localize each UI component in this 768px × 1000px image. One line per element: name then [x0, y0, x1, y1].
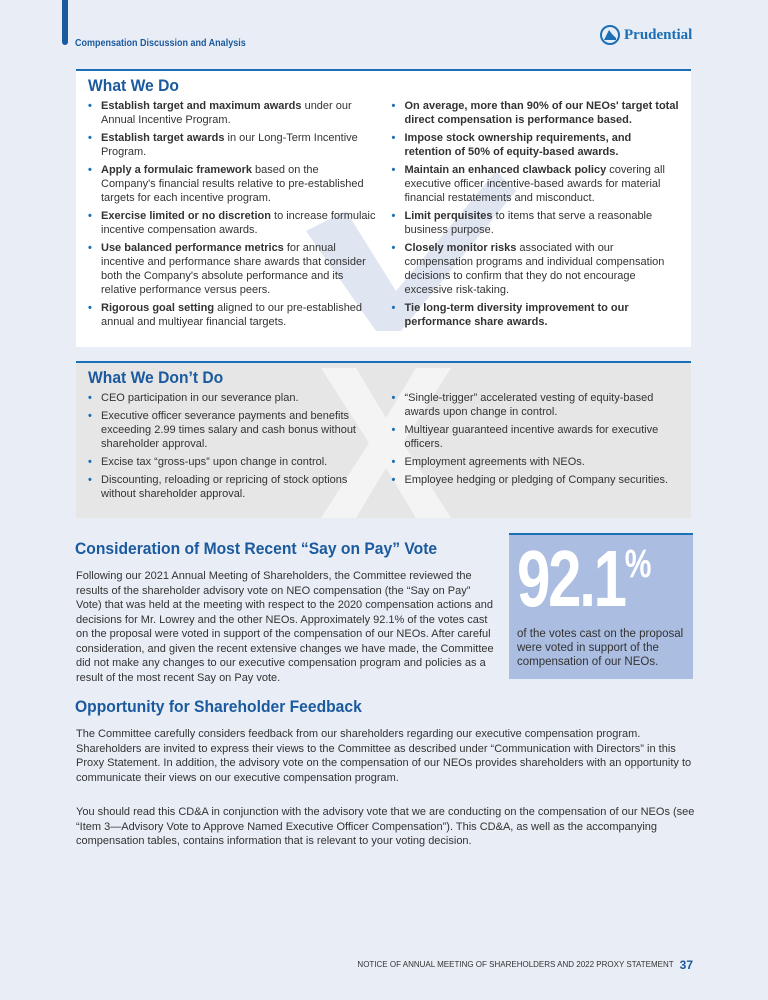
stat-caption: of the votes cast on the proposal were voted in support of the compensation of our NEOs.	[517, 628, 684, 668]
page-footer	[357, 958, 693, 972]
logo-text: Prudential	[624, 27, 693, 43]
list-item: • Closely monitor risks associated with our compensation programs and individual compensation decisions to confirm that they do not encourage excessive risk-taking.	[392, 241, 680, 297]
say-on-pay-heading: Consideration of Most Recent “Say on Pay” Vote	[75, 539, 438, 558]
what-we-do-box	[76, 69, 691, 347]
say-on-pay-body: Following our 2021 Annual Meeting of Shareholders, the Committee reviewed the results of the shareholder advisory vote on NEO compensation (the “Say on Pay” Vote) that was held at the meeting with respect to the 2020 compensation actions and decisions for Mr. Lowrey and the other NEOs. Approximately 92.1% of the votes cast on the proposal were voted in support of the compensation of our NEOs. After careful consideration, and given the recent extensive changes we have made, the Committee did not make any changes to our executive compensation program and policies as a result of the most recent Say on Pay vote.	[76, 570, 494, 684]
list-item: • Executive officer severance payments and benefits exceeding 2.99 times salary and cash bonus without shareholder approval.	[88, 409, 376, 451]
footer-text: NOTICE OF ANNUAL MEETING OF SHAREHOLDERS AND 2022 PROXY STATEMENT	[357, 960, 674, 969]
prudential-logo	[600, 25, 692, 45]
vote-stat-box	[509, 533, 693, 679]
list-item: • On average, more than 90% of our NEOs' target total direct compensation is performance based.	[392, 99, 680, 127]
list-item: • Employment agreements with NEOs.	[392, 455, 680, 469]
what-we-dont-do-left-list	[88, 391, 376, 505]
feedback-paragraph-2: You should read this CD&A in conjunction with the advisory vote that we are conducting on the compensation of our NEOs (see “Item 3—Advisory Vote to Approve Named Executive Officer Compensation”). This CD&A, as well as the accompanying compensation tables, contains information that is relevant to your voting decision.	[76, 806, 695, 847]
list-item: • Tie long-term diversity improvement to our performance share awards.	[392, 301, 680, 329]
list-item: • Rigorous goal setting aligned to our pre-established annual and multiyear financial targets.	[88, 301, 376, 329]
list-item: • Discounting, reloading or repricing of stock options without shareholder approval.	[88, 473, 376, 501]
list-item: • Establish target and maximum awards under our Annual Incentive Program.	[88, 99, 376, 127]
page-number: 37	[679, 958, 693, 972]
list-item: • Apply a formulaic framework based on the Company's financial results relative to pre-established targets for each incentive program.	[88, 163, 376, 205]
list-item: • Multiyear guaranteed incentive awards for executive officers.	[392, 423, 680, 451]
feedback-heading: Opportunity for Shareholder Feedback	[75, 697, 362, 716]
section-title: Compensation Discussion and Analysis	[75, 38, 246, 49]
rock-logo-icon	[600, 25, 620, 45]
section-tab	[62, 0, 68, 45]
what-we-do-title: What We Do	[88, 76, 179, 95]
list-item: • Maintain an enhanced clawback policy covering all executive officer incentive-based awards for material financial restatements and misconduct.	[392, 163, 680, 205]
stat-value: 92.1%	[517, 534, 650, 623]
list-item: • Exercise limited or no discretion to increase formulaic incentive compensation awards.	[88, 209, 376, 237]
list-item: • Excise tax “gross-ups” upon change in control.	[88, 455, 376, 469]
list-item: • Use balanced performance metrics for annual incentive and performance share awards that consider both the Company's absolute performance and its relative performance versus peers.	[88, 241, 376, 297]
list-item: • Establish target awards in our Long-Term Incentive Program.	[88, 131, 376, 159]
feedback-paragraph-1: The Committee carefully considers feedback from our shareholders regarding our executive compensation program. Shareholders are invited to express their views to the Committee as described under “Communication with Directors” in this Proxy Statement. In addition, the advisory vote on the compensation of our NEOs provides shareholders with an opportunity to communicate their views on our executive compensation program.	[76, 728, 692, 784]
list-item: • Impose stock ownership requirements, and retention of 50% of equity-based awards.	[392, 131, 680, 159]
what-we-do-left-list	[88, 99, 376, 333]
what-we-dont-do-right-list	[392, 391, 680, 505]
list-item: • Limit perquisites to items that serve a reasonable business purpose.	[392, 209, 680, 237]
what-we-dont-do-box	[76, 361, 691, 518]
what-we-do-right-list	[392, 99, 680, 333]
list-item: • CEO participation in our severance plan.	[88, 391, 376, 405]
list-item: • “Single-trigger” accelerated vesting of equity-based awards upon change in control.	[392, 391, 680, 419]
what-we-dont-do-title: What We Don’t Do	[88, 368, 224, 387]
list-item: • Employee hedging or pledging of Company securities.	[392, 473, 680, 487]
